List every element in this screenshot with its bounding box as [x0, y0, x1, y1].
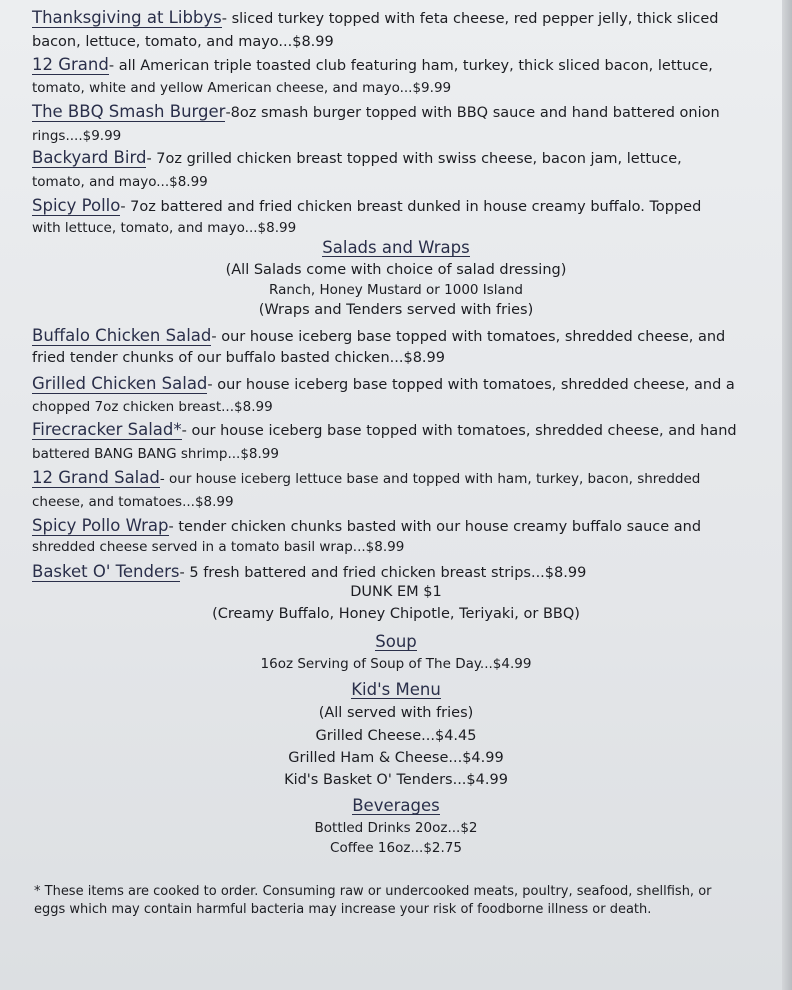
menu-item	[32, 55, 713, 74]
item-description: with lettuce, tomato, and mayo...$8.99	[32, 220, 297, 236]
item-description: tomato, white and yellow American cheese, and mayo...$9.99	[32, 80, 452, 96]
menu-item	[32, 8, 719, 27]
beverage-item: Bottled Drinks 20oz...$2	[314, 820, 478, 836]
dunk-option: DUNK EM $1	[350, 584, 442, 600]
kids-item: Grilled Cheese...$4.45	[315, 728, 477, 744]
soup-item: 16oz Serving of Soup of The Day...$4.99	[260, 656, 532, 672]
item-description: - tender chicken chunks basted with our house creamy buffalo sauce and	[168, 519, 702, 535]
item-description: battered BANG BANG shrimp...$8.99	[32, 446, 279, 462]
item-name: Buffalo Chicken Salad	[32, 326, 212, 345]
item-name: Spicy Pollo Wrap	[32, 516, 169, 535]
item-description: bacon, lettuce, tomato, and mayo...$8.99	[32, 34, 334, 50]
menu-item	[32, 516, 701, 535]
item-name: 12 Grand Salad	[32, 468, 160, 487]
item-description: - our house iceberg base topped with tomatoes, shredded cheese, and a	[207, 377, 735, 393]
section-beverages	[0, 796, 792, 815]
item-name: Basket O' Tenders	[32, 562, 180, 581]
disclaimer-line: * These items are cooked to order. Consuming raw or undercooked meats, poultry, seafood, shellfish, or	[34, 884, 712, 899]
item-name: Spicy Pollo	[32, 196, 121, 215]
menu-item	[32, 420, 737, 439]
item-description: fried tender chunks of our buffalo basted chicken...$8.99	[32, 350, 445, 366]
section-heading: Soup	[375, 632, 417, 651]
item-description: - all American triple toasted club featuring ham, turkey, thick sliced bacon, lettuce,	[108, 58, 713, 74]
item-description: -8oz smash burger topped with BBQ sauce and hand battered onion	[225, 105, 720, 121]
item-description: - our house iceberg lettuce base and topped with ham, turkey, bacon, shredded	[159, 471, 701, 487]
item-description: - 7oz grilled chicken breast topped with swiss cheese, bacon jam, lettuce,	[146, 151, 682, 167]
menu-item	[32, 196, 701, 215]
item-name: Firecracker Salad*	[32, 420, 182, 439]
dressing-options: Ranch, Honey Mustard or 1000 Island	[269, 282, 523, 298]
section-note: (All served with fries)	[318, 705, 474, 721]
section-heading: Beverages	[352, 796, 440, 815]
menu-item	[32, 148, 682, 167]
item-name: Grilled Chicken Salad	[32, 374, 208, 393]
item-description: cheese, and tomatoes...$8.99	[32, 494, 234, 510]
item-name: Backyard Bird	[32, 148, 147, 167]
item-description: rings....$9.99	[32, 128, 122, 144]
section-note: (All Salads come with choice of salad dressing)	[225, 262, 567, 278]
menu-item	[32, 468, 700, 487]
beverage-item: Coffee 16oz...$2.75	[330, 840, 462, 856]
item-description: - 5 fresh battered and fried chicken breast strips...$8.99	[179, 565, 587, 581]
item-description: - our house iceberg base topped with tomatoes, shredded cheese, and	[211, 329, 726, 345]
section-heading: Kid's Menu	[351, 680, 441, 699]
section-salads	[0, 238, 792, 257]
section-heading: Salads and Wraps	[322, 238, 470, 257]
menu-item	[32, 102, 720, 121]
kids-item: Kid's Basket O' Tenders...$4.99	[284, 772, 508, 788]
menu-item	[32, 326, 725, 345]
item-description: chopped 7oz chicken breast...$8.99	[32, 399, 273, 415]
item-description: - sliced turkey topped with feta cheese, red pepper jelly, thick sliced	[221, 11, 719, 27]
item-description: - our house iceberg base topped with tomatoes, shredded cheese, and hand	[181, 423, 737, 439]
item-description: shredded cheese served in a tomato basil wrap...$8.99	[32, 539, 405, 555]
item-name: Thanksgiving at Libbys	[32, 8, 222, 27]
item-description: tomato, and mayo...$8.99	[32, 174, 208, 190]
item-name: 12 Grand	[32, 55, 109, 74]
section-soup	[0, 632, 792, 651]
item-name: The BBQ Smash Burger	[32, 102, 226, 121]
menu-item	[32, 562, 586, 581]
kids-item: Grilled Ham & Cheese...$4.99	[288, 750, 504, 766]
sauce-options: (Creamy Buffalo, Honey Chipotle, Teriyaki, or BBQ)	[212, 606, 580, 622]
section-kids	[0, 680, 792, 699]
section-note: (Wraps and Tenders served with fries)	[258, 302, 534, 318]
item-description: - 7oz battered and fried chicken breast dunked in house creamy buffalo. Topped	[120, 199, 702, 215]
disclaimer-line: eggs which may contain harmful bacteria may increase your risk of foodborne illness or death.	[34, 902, 652, 917]
menu-item	[32, 374, 735, 393]
